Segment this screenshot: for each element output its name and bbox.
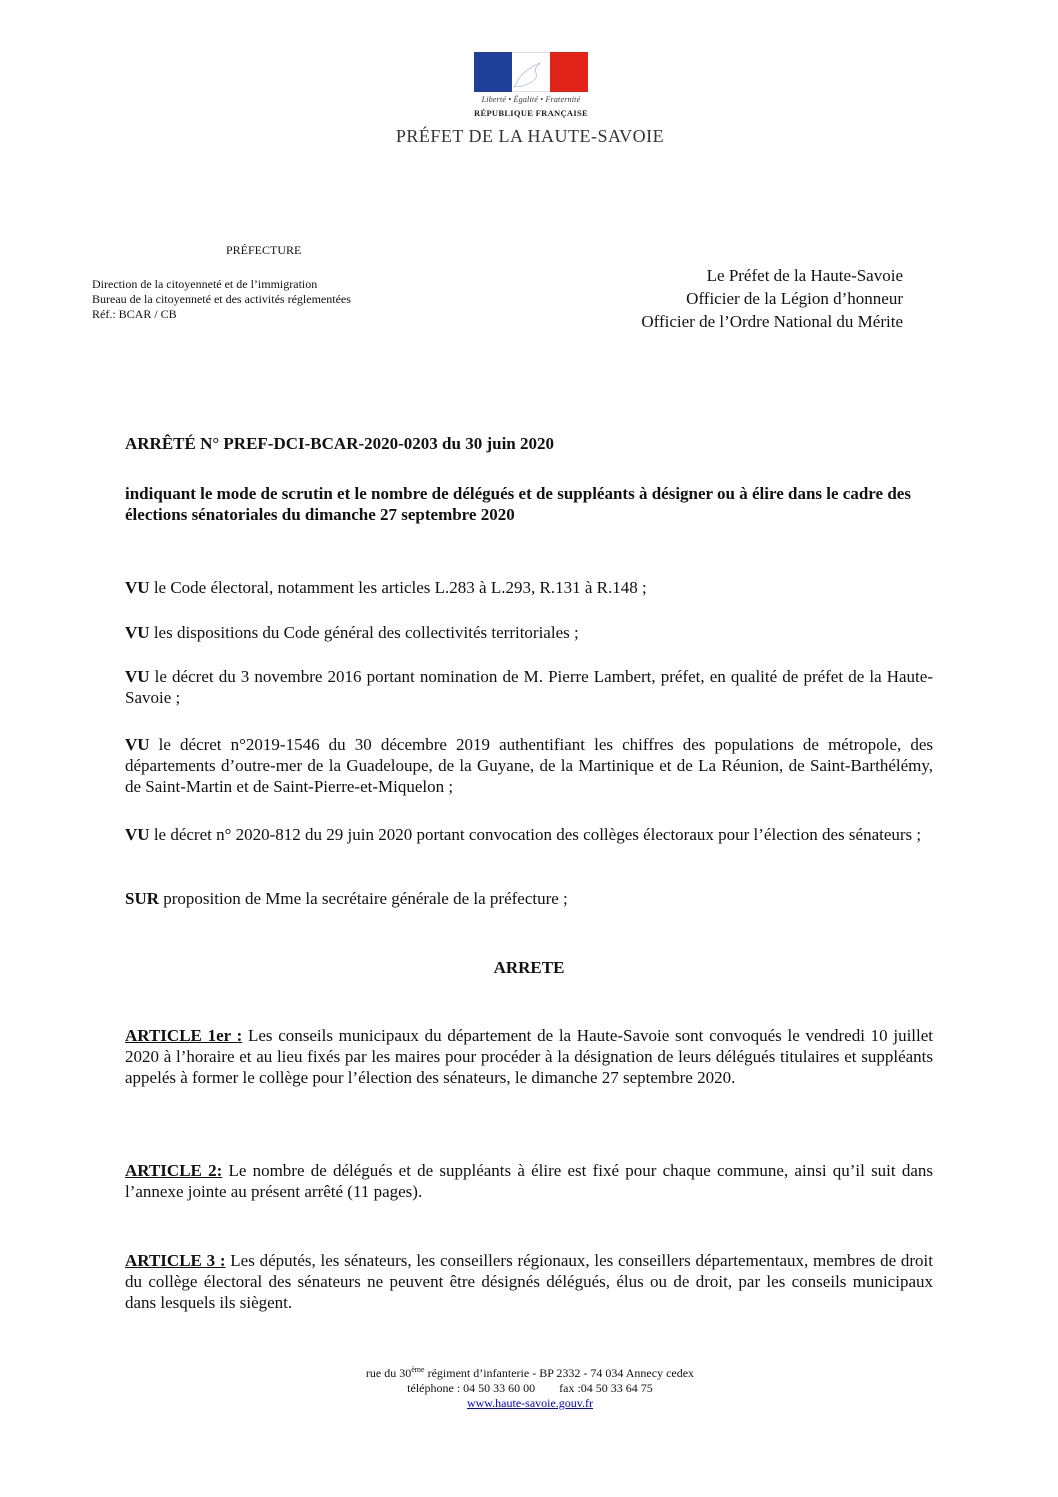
tricolor-flag-icon <box>474 52 588 92</box>
logo-republic-text: RÉPUBLIQUE FRANÇAISE <box>474 108 588 118</box>
article-heading: ARTICLE 3 : <box>125 1251 226 1270</box>
article-paragraph: ARTICLE 1er : Les conseils municipaux du département de la Haute-Savoie sont convoqués le vendredi 10 juillet 2020 à l’horaire et au lieu fixés par les maires pour procéder à la désignation de leurs délégués titulaires et suppléants appelés à former le collège pour l’élection des sénateurs, le dimanche 27 septembre 2020. <box>125 1026 934 1087</box>
visa-paragraph: VU le Code électoral, notamment les articles L.283 à L.293, R.131 à R.148 ; <box>125 578 647 597</box>
article-paragraph: ARTICLE 3 : Les députés, les sénateurs, les conseillers régionaux, les conseillers départementaux, membres de droit du collège électoral des sénateurs ne peuvent être désignés délégués, élus ou de droit, par les conseils municipaux dans lesquels ils siègent. <box>125 1251 934 1312</box>
footer-address: rue du 30ème régiment d’infanterie - BP 2332 - 74 034 Annecy cedex <box>365 1365 695 1380</box>
visa-paragraph: VU le décret du 3 novembre 2016 portant nomination de M. Pierre Lambert, préfet, en qualité de préfet de la Haute-Savoie ; <box>125 667 933 707</box>
direction-line: Direction de la citoyenneté et de l’immigration <box>92 277 318 291</box>
marianne-profile-icon <box>512 53 550 93</box>
ordre-national-line: Officier de l’Ordre National du Mérite <box>641 312 903 331</box>
website-link[interactable]: www.haute-savoie.gouv.fr <box>466 1396 594 1410</box>
republique-francaise-logo <box>474 52 588 122</box>
visa-paragraph: VU le décret n° 2020-812 du 29 juin 2020 portant convocation des collèges électoraux pour l’élection des sénateurs ; <box>125 825 922 844</box>
footer-link-container <box>300 1396 760 1411</box>
logo-motto: Liberté • Égalité • Fraternité <box>481 95 581 104</box>
visa-paragraph: VU les dispositions du Code général des collectivités territoriales ; <box>125 623 579 642</box>
arrete-heading: ARRETE <box>493 958 565 977</box>
arrete-title: ARRÊTÉ N° PREF-DCI-BCAR-2020-0203 du 30 juin 2020 <box>125 434 554 453</box>
bureau-line: Bureau de la citoyenneté et des activités réglementées <box>92 292 351 306</box>
footer-phone: téléphone : 04 50 33 60 00 fax :04 50 33 64 75 <box>407 1381 653 1395</box>
reference-line: Réf.: BCAR / CB <box>92 307 177 321</box>
visa-paragraph: SUR proposition de Mme la secrétaire générale de la préfecture ; <box>125 889 568 908</box>
visa-paragraph: VU le décret n°2019-1546 du 30 décembre 2019 authentifiant les chiffres des populations de métropole, des départements d’outre-mer de la Guadeloupe, de la Guyane, de la Martinique et de La Réunion, de Saint-Barthélémy, de Saint-Martin et de Saint-Pierre-et-Miquelon ; <box>125 735 933 796</box>
article-heading: ARTICLE 2: <box>125 1161 223 1180</box>
article-heading: ARTICLE 1er : <box>125 1026 243 1045</box>
legion-honneur-line: Officier de la Légion d’honneur <box>686 289 903 308</box>
article-paragraph: ARTICLE 2: Le nombre de délégués et de suppléants à élire est fixé pour chaque commune, ainsi qu’il suit dans l’annexe jointe au présent arrêté (11 pages). <box>125 1161 933 1201</box>
prefet-name-line: Le Préfet de la Haute-Savoie <box>706 266 903 285</box>
prefet-title: PRÉFET DE LA HAUTE-SAVOIE <box>395 126 665 146</box>
prefecture-label: PRÉFECTURE <box>226 243 302 257</box>
arrete-subtitle: indiquant le mode de scrutin et le nombre de délégués et de suppléants à désigner ou à élire dans le cadre des élections sénatoriales du dimanche 27 septembre 2020 <box>125 484 911 524</box>
